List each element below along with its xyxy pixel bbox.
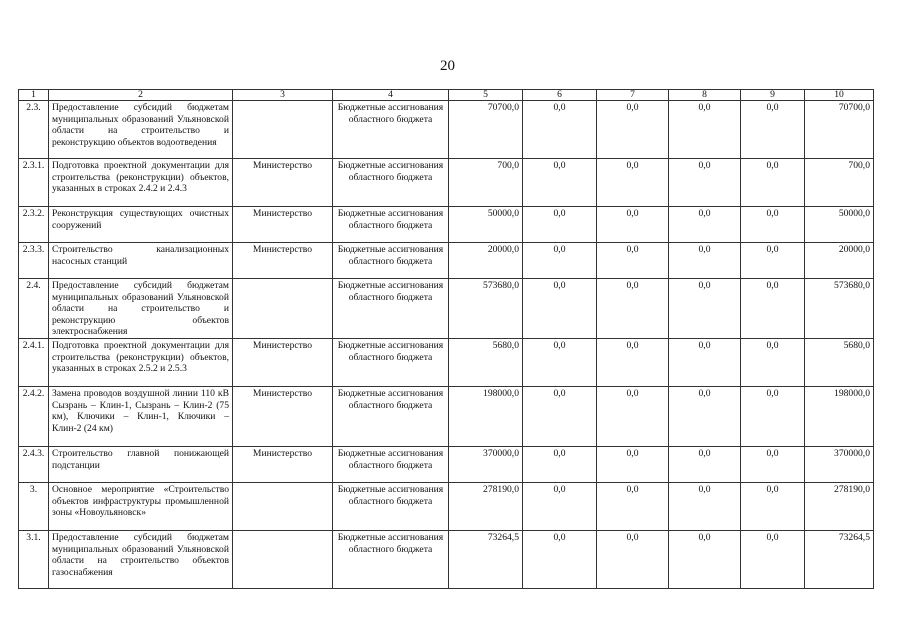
row-value-col9: 0,0	[741, 243, 805, 279]
row-value-col6: 0,0	[523, 279, 597, 339]
table-row	[19, 530, 874, 588]
row-funding-source: Бюджетные ассигнования областного бюджета	[333, 482, 449, 530]
page-number: 20	[440, 58, 455, 74]
row-funding-source: Бюджетные ассигнования областного бюджета	[333, 159, 449, 207]
row-value-col8: 0,0	[669, 530, 741, 588]
row-value-col7: 0,0	[597, 446, 669, 482]
row-number: 2.3.3.	[19, 243, 49, 279]
row-value-col7: 0,0	[597, 338, 669, 386]
row-description: Подготовка проектной документации для строительства (реконструкции) объектов, указанных в строках 2.4.2 и 2.4.3	[49, 159, 233, 207]
row-description: Предоставление субсидий бюджетам муниципальных образований Ульяновской области на строительство и реконструкцию объектов водоотведения	[49, 101, 233, 159]
row-value-col8: 0,0	[669, 446, 741, 482]
column-number-row	[19, 90, 874, 101]
row-executor: Министерство	[233, 243, 333, 279]
row-value-col9: 0,0	[741, 530, 805, 588]
row-value-col9: 0,0	[741, 279, 805, 339]
row-description: Предоставление субсидий бюджетам муниципальных образований Ульяновской области на строительство и реконструкцию объектов электроснабжения	[49, 279, 233, 339]
row-number: 3.	[19, 482, 49, 530]
row-executor	[233, 101, 333, 159]
row-value-col10: 700,0	[805, 159, 874, 207]
row-executor	[233, 482, 333, 530]
row-funding-source: Бюджетные ассигнования областного бюджета	[333, 338, 449, 386]
row-number: 2.4.3.	[19, 446, 49, 482]
row-description: Подготовка проектной документации для строительства (реконструкции) объектов, указанных в строках 2.5.2 и 2.5.3	[49, 338, 233, 386]
row-funding-source: Бюджетные ассигнования областного бюджета	[333, 207, 449, 243]
row-value-col7: 0,0	[597, 530, 669, 588]
table-row	[19, 446, 874, 482]
budget-table	[18, 89, 874, 589]
row-description: Реконструкция существующих очистных сооружений	[49, 207, 233, 243]
row-description: Предоставление субсидий бюджетам муниципальных образований Ульяновской области на строительство объектов газоснабжения	[49, 530, 233, 588]
row-value-col6: 0,0	[523, 207, 597, 243]
row-value-col7: 0,0	[597, 159, 669, 207]
row-value-col9: 0,0	[741, 101, 805, 159]
row-value-col9: 0,0	[741, 207, 805, 243]
row-funding-source: Бюджетные ассигнования областного бюджета	[333, 279, 449, 339]
row-executor	[233, 530, 333, 588]
row-value-col6: 0,0	[523, 159, 597, 207]
row-value-col5: 73264,5	[449, 530, 523, 588]
row-value-col5: 573680,0	[449, 279, 523, 339]
row-value-col6: 0,0	[523, 101, 597, 159]
row-number: 2.3.2.	[19, 207, 49, 243]
row-funding-source: Бюджетные ассигнования областного бюджета	[333, 530, 449, 588]
row-description: Строительство главной понижающей подстанции	[49, 446, 233, 482]
row-value-col8: 0,0	[669, 243, 741, 279]
column-header: 2	[49, 90, 233, 101]
row-number: 2.4.2.	[19, 386, 49, 446]
column-header: 8	[669, 90, 741, 101]
row-value-col8: 0,0	[669, 338, 741, 386]
row-value-col5: 370000,0	[449, 446, 523, 482]
table-row	[19, 386, 874, 446]
row-funding-source: Бюджетные ассигнования областного бюджета	[333, 243, 449, 279]
row-value-col9: 0,0	[741, 159, 805, 207]
row-description: Основное мероприятие «Строительство объектов инфраструктуры промышленной зоны «Новоульяновск»	[49, 482, 233, 530]
column-header: 3	[233, 90, 333, 101]
row-value-col10: 370000,0	[805, 446, 874, 482]
row-description: Строительство канализационных насосных станций	[49, 243, 233, 279]
row-value-col9: 0,0	[741, 386, 805, 446]
row-value-col6: 0,0	[523, 386, 597, 446]
row-executor: Министерство	[233, 338, 333, 386]
table-row	[19, 159, 874, 207]
row-value-col5: 700,0	[449, 159, 523, 207]
row-value-col6: 0,0	[523, 338, 597, 386]
row-value-col7: 0,0	[597, 482, 669, 530]
row-number: 2.3.	[19, 101, 49, 159]
row-value-col8: 0,0	[669, 279, 741, 339]
row-value-col5: 198000,0	[449, 386, 523, 446]
row-value-col8: 0,0	[669, 386, 741, 446]
column-header: 9	[741, 90, 805, 101]
row-value-col7: 0,0	[597, 386, 669, 446]
row-value-col8: 0,0	[669, 101, 741, 159]
column-header: 6	[523, 90, 597, 101]
row-value-col9: 0,0	[741, 338, 805, 386]
row-value-col7: 0,0	[597, 101, 669, 159]
row-number: 3.1.	[19, 530, 49, 588]
row-value-col9: 0,0	[741, 482, 805, 530]
row-value-col10: 198000,0	[805, 386, 874, 446]
row-value-col5: 70700,0	[449, 101, 523, 159]
column-header: 7	[597, 90, 669, 101]
row-description: Замена проводов воздушной линии 110 кВ Сызрань – Клин-1, Сызрань – Клин-2 (75 км), Ключики – Клин-1, Ключики – Клин-2 (24 км)	[49, 386, 233, 446]
row-value-col10: 278190,0	[805, 482, 874, 530]
row-value-col10: 73264,5	[805, 530, 874, 588]
row-value-col10: 573680,0	[805, 279, 874, 339]
row-number: 2.3.1.	[19, 159, 49, 207]
row-executor: Министерство	[233, 207, 333, 243]
row-value-col7: 0,0	[597, 279, 669, 339]
row-value-col5: 20000,0	[449, 243, 523, 279]
column-header: 10	[805, 90, 874, 101]
row-value-col10: 5680,0	[805, 338, 874, 386]
row-executor: Министерство	[233, 386, 333, 446]
row-number: 2.4.1.	[19, 338, 49, 386]
row-value-col5: 278190,0	[449, 482, 523, 530]
row-executor	[233, 279, 333, 339]
row-number: 2.4.	[19, 279, 49, 339]
table-row	[19, 338, 874, 386]
row-value-col10: 50000,0	[805, 207, 874, 243]
row-executor: Министерство	[233, 159, 333, 207]
table-row	[19, 482, 874, 530]
row-value-col6: 0,0	[523, 530, 597, 588]
row-funding-source: Бюджетные ассигнования областного бюджета	[333, 446, 449, 482]
column-header: 5	[449, 90, 523, 101]
row-value-col9: 0,0	[741, 446, 805, 482]
row-value-col5: 50000,0	[449, 207, 523, 243]
table-row	[19, 207, 874, 243]
row-value-col7: 0,0	[597, 207, 669, 243]
row-value-col7: 0,0	[597, 243, 669, 279]
row-executor: Министерство	[233, 446, 333, 482]
row-value-col8: 0,0	[669, 482, 741, 530]
row-value-col10: 70700,0	[805, 101, 874, 159]
row-value-col6: 0,0	[523, 446, 597, 482]
table-row	[19, 279, 874, 339]
row-funding-source: Бюджетные ассигнования областного бюджета	[333, 386, 449, 446]
column-header: 1	[19, 90, 49, 101]
row-value-col6: 0,0	[523, 482, 597, 530]
row-value-col8: 0,0	[669, 159, 741, 207]
row-value-col5: 5680,0	[449, 338, 523, 386]
row-value-col6: 0,0	[523, 243, 597, 279]
table-body	[19, 101, 874, 589]
table-row	[19, 101, 874, 159]
row-value-col8: 0,0	[669, 207, 741, 243]
row-funding-source: Бюджетные ассигнования областного бюджета	[333, 101, 449, 159]
column-header: 4	[333, 90, 449, 101]
table-row	[19, 243, 874, 279]
row-value-col10: 20000,0	[805, 243, 874, 279]
